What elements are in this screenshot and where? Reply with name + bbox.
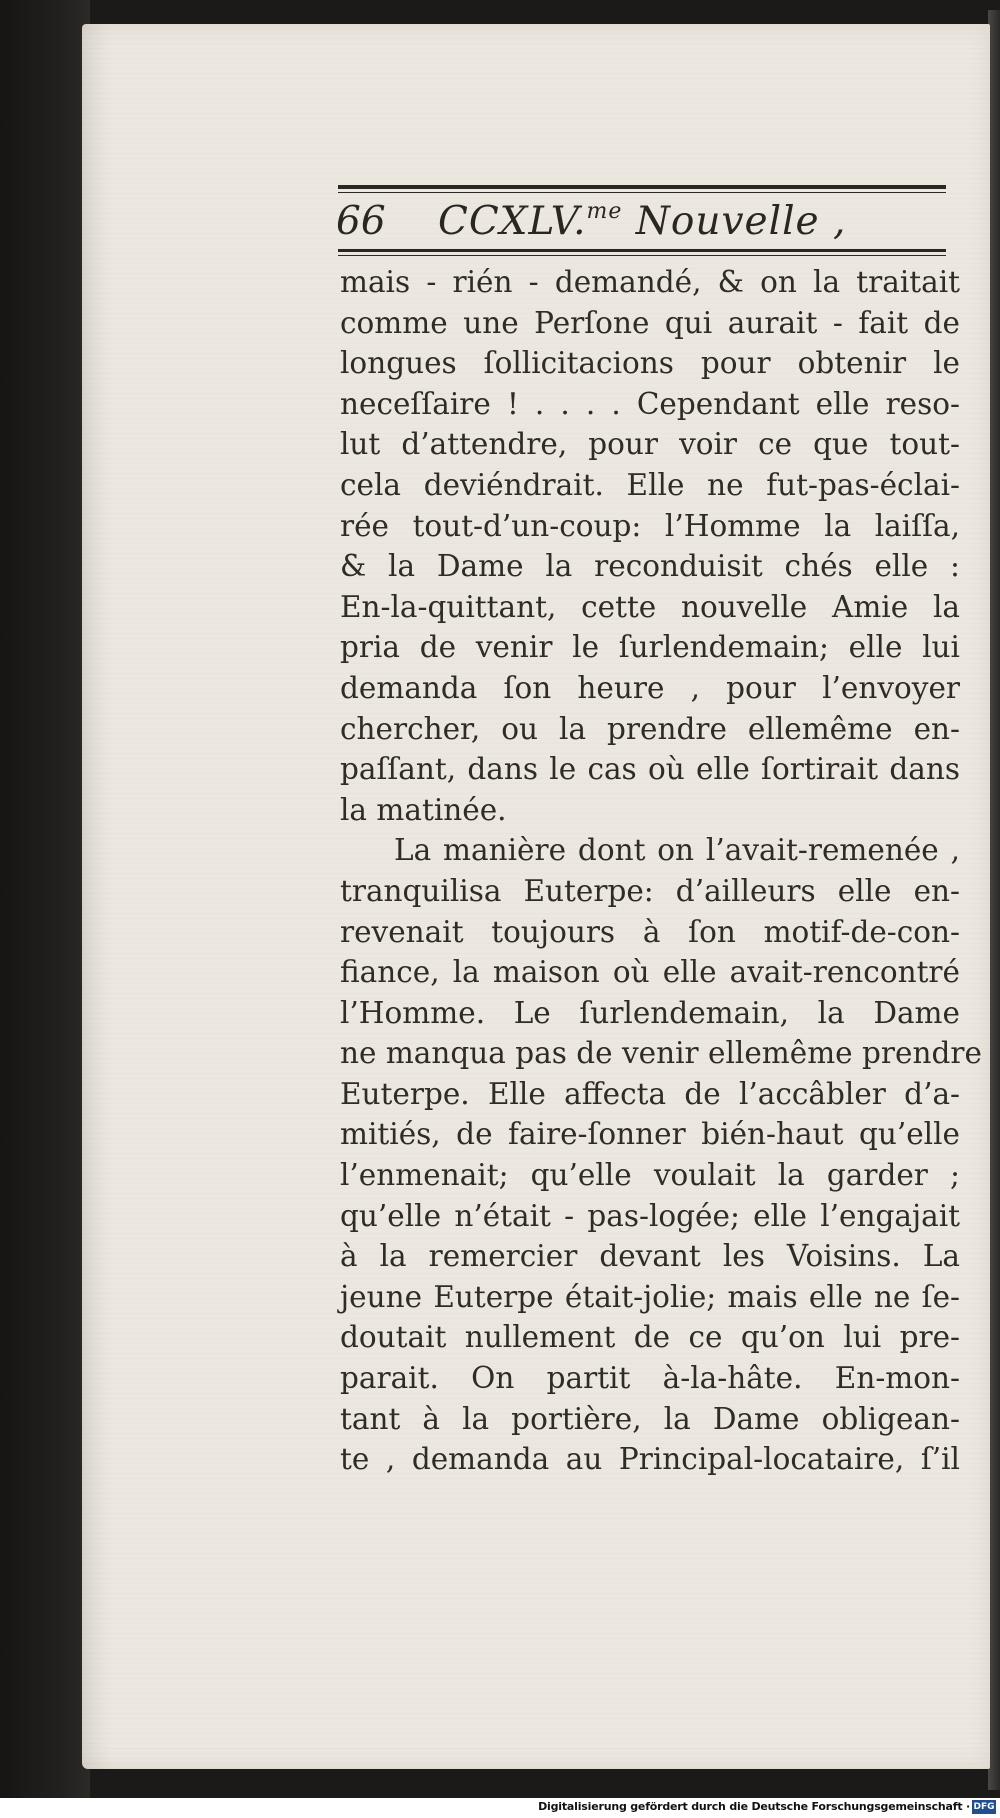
- running-header: [336, 196, 948, 248]
- text-line: ne manqua pas de venir ellemême prendre: [340, 1036, 982, 1071]
- text-line: qu’elle n’était - pas-logée; elle l’engajait: [340, 1198, 960, 1233]
- text-line: En-la-quittant, cette nouvelle Amie la: [340, 589, 960, 624]
- text-line: pria de venir le ſurlendemain; elle lui: [340, 630, 960, 665]
- text-line: mais - rién - demandé, & on la traitait: [340, 265, 960, 299]
- header-rule-top-thin: [338, 192, 946, 193]
- digitization-note: Digitalisierung gefördert durch die Deutsche Forschungsgemeinschaft ·: [538, 1800, 970, 1813]
- running-title-word: Nouvelle ,: [622, 199, 847, 244]
- body-text: [340, 262, 982, 1480]
- header-rule-top: [338, 185, 946, 189]
- book-gutter-shadow: [0, 0, 90, 1818]
- header-rule-bottom-thin: [338, 255, 946, 256]
- text-line: demanda ſon heure , pour l’envoyer: [340, 670, 960, 705]
- running-title-superscript: me: [586, 199, 623, 224]
- dfg-logo: DFG: [973, 1802, 995, 1812]
- text-line: l’enmenait; qu’elle voulait la garder ;: [340, 1158, 960, 1193]
- paragraph-start-line: La manière dont on l’avait-remenée ,: [394, 833, 960, 868]
- text-line: te , demanda au Principal-locataire, ſ’il: [340, 1442, 960, 1477]
- text-line: à la remercier devant les Voisins. La: [340, 1239, 960, 1274]
- text-line: neceſſaire ! . . . . Cependant elle reso-: [340, 386, 960, 421]
- text-line: Euterpe. Elle affecta de l’accâbler d’a-: [340, 1076, 960, 1111]
- text-line: tranquilisa Euterpe: d’ailleurs elle en-: [340, 873, 960, 908]
- header-rule-bottom: [338, 249, 946, 252]
- text-line: chercher, ou la prendre ellemême en-: [340, 711, 960, 746]
- text-line: rée tout-d’un-coup: l’Homme la laiſſa,: [340, 508, 960, 543]
- text-line: jeune Euterpe était-jolie; mais elle ne ſe-: [340, 1279, 960, 1314]
- text-line: revenait toujours à ſon motif-de-con-: [340, 914, 960, 949]
- text-line: parait. On partit à-la-hâte. En-mon-: [340, 1361, 960, 1396]
- text-line: lut d’attendre, pour voir ce que tout-: [340, 427, 960, 462]
- text-line: l’Homme. Le ſurlendemain, la Dame: [340, 995, 960, 1030]
- running-title: [438, 196, 846, 248]
- text-line: longues ſollicitacions pour obtenir le: [340, 346, 960, 381]
- paragraph-end-line: la matinée.: [340, 792, 507, 827]
- text-line: fiance, la maison où elle avait-rencontré: [340, 955, 960, 990]
- text-line: & la Dame la reconduisit chés elle :: [340, 549, 960, 584]
- text-line: doutait nullement de ce qu’on lui pre-: [340, 1320, 960, 1355]
- text-line: comme une Perſone qui aurait - fait de: [340, 305, 960, 340]
- text-line: paſſant, dans le cas où elle ſortirait dans: [340, 752, 960, 787]
- page-number: 66: [336, 199, 386, 244]
- running-title-numeral: CCXLV.: [438, 199, 587, 244]
- text-line: tant à la portière, la Dame obligean-: [340, 1401, 960, 1436]
- text-line: cela deviéndrait. Elle ne fut-pas-éclai-: [340, 467, 960, 502]
- text-line: mitiés, de faire-ſonner bién-haut qu’elle: [340, 1117, 960, 1152]
